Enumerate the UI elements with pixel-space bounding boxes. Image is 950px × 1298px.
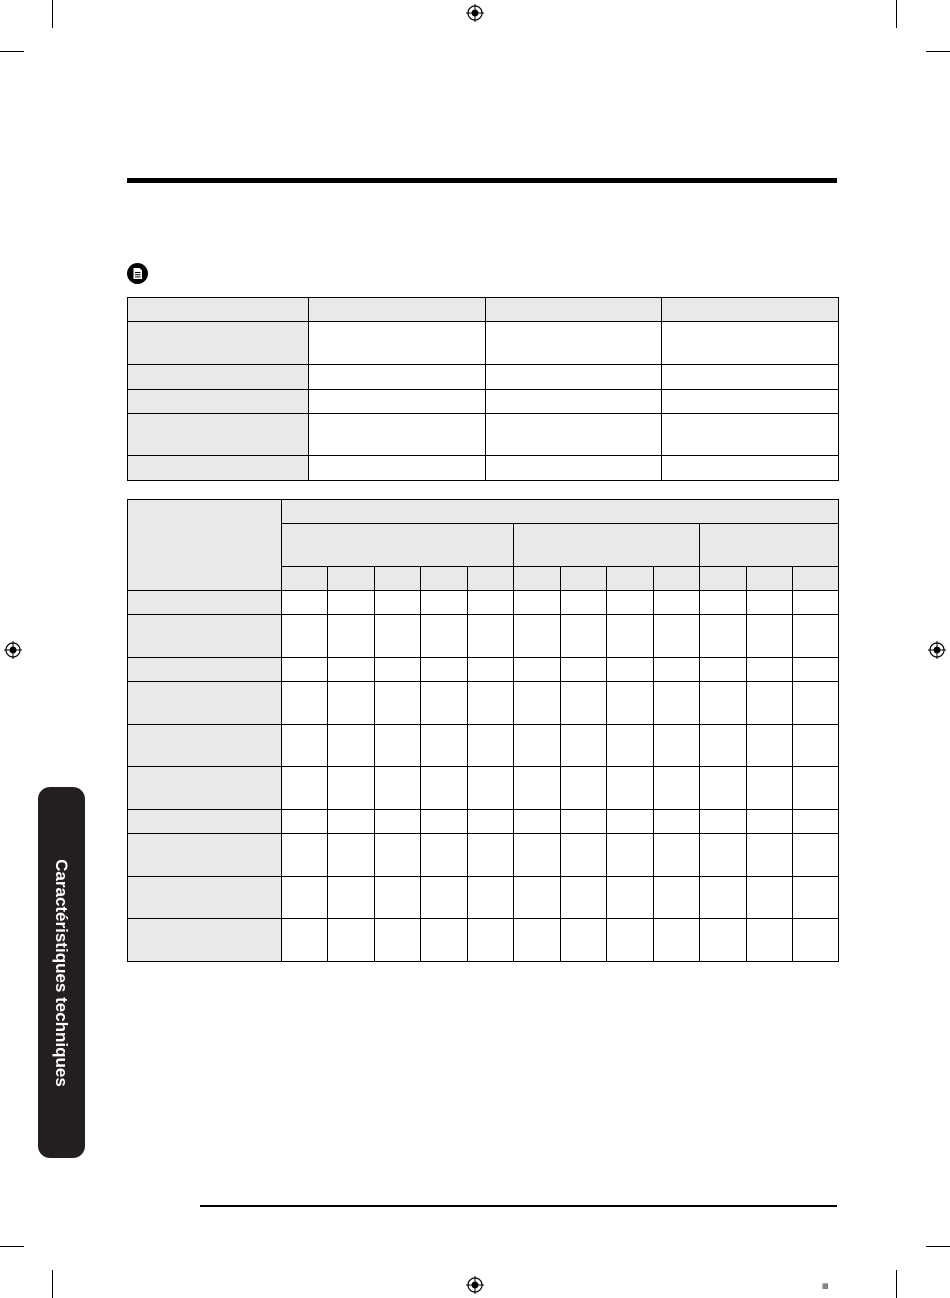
table-cell (662, 456, 839, 481)
table-cell (793, 725, 839, 767)
table-cell (128, 615, 282, 658)
table-cell (128, 682, 282, 725)
table-cell (328, 615, 375, 658)
table-cell (561, 810, 607, 834)
table-cell (561, 591, 607, 615)
table-cell (561, 919, 607, 962)
table-cell (421, 834, 468, 877)
table-cell (514, 810, 561, 834)
table-cell (793, 682, 839, 725)
registration-mark-icon (928, 641, 946, 659)
table-cell (607, 615, 654, 658)
crop-mark-top-left-h (0, 51, 24, 52)
table-cell (468, 725, 514, 767)
section-heading-rule (127, 178, 837, 183)
table-cell (514, 767, 561, 810)
table-cell (514, 725, 561, 767)
table-cell (468, 658, 514, 682)
table-cell (793, 591, 839, 615)
table-cell (700, 658, 747, 682)
table-cell (654, 682, 700, 725)
table-cell (375, 682, 421, 725)
table-cell (747, 919, 793, 962)
table-cell (514, 919, 561, 962)
table-cell (607, 725, 654, 767)
table-cell (282, 834, 328, 877)
table-cell (793, 767, 839, 810)
table-cell (468, 615, 514, 658)
table-cell (128, 365, 309, 390)
table-cell (654, 615, 700, 658)
table-cell (486, 414, 662, 456)
table-header-cell (700, 567, 747, 591)
table-cell (607, 919, 654, 962)
table-cell (421, 658, 468, 682)
table-cell (662, 414, 839, 456)
table-cell (468, 919, 514, 962)
table-cell (309, 414, 486, 456)
table-cell (328, 810, 375, 834)
table-cell (282, 725, 328, 767)
table-cell (421, 725, 468, 767)
table-cell (561, 682, 607, 725)
table-cell (375, 877, 421, 919)
table-header-cell (561, 567, 607, 591)
table-row (128, 877, 839, 919)
table-header-cell (282, 500, 839, 524)
table-cell (486, 298, 662, 322)
table-row (128, 725, 839, 767)
table-cell (328, 767, 375, 810)
table-header-cell (282, 524, 514, 567)
table-cell (468, 834, 514, 877)
table-cell (421, 615, 468, 658)
table-cell (309, 322, 486, 365)
table-cell (654, 658, 700, 682)
spec-table-2 (127, 499, 839, 962)
table-cell (486, 390, 662, 414)
table-header-cell (468, 567, 514, 591)
registration-mark-icon (4, 641, 22, 659)
table-cell (328, 919, 375, 962)
table-cell (700, 877, 747, 919)
table-cell (514, 877, 561, 919)
table-cell (793, 877, 839, 919)
table-cell (561, 834, 607, 877)
table-row (128, 919, 839, 962)
table-cell (282, 615, 328, 658)
table-row (128, 456, 839, 481)
table-cell (375, 810, 421, 834)
table-cell (282, 682, 328, 725)
table-cell (700, 725, 747, 767)
crop-mark-bottom-left-v (52, 1270, 53, 1298)
table-cell (328, 725, 375, 767)
table-cell (747, 615, 793, 658)
table-cell (282, 810, 328, 834)
table-cell (654, 591, 700, 615)
table-row (128, 767, 839, 810)
crop-mark-top-left-v (52, 0, 53, 28)
table-cell (128, 725, 282, 767)
table-header-cell (514, 567, 561, 591)
table-cell (128, 810, 282, 834)
table-cell (654, 877, 700, 919)
crop-mark-top-right-v (896, 0, 897, 28)
table-row (128, 390, 839, 414)
table-cell (607, 682, 654, 725)
table-cell (514, 591, 561, 615)
table-cell (607, 810, 654, 834)
table-cell (793, 919, 839, 962)
note-icon (127, 263, 148, 284)
table-cell (654, 919, 700, 962)
table-cell (309, 365, 486, 390)
table-row (128, 682, 839, 725)
table-cell (468, 877, 514, 919)
table-cell (700, 834, 747, 877)
table-cell (282, 877, 328, 919)
table-row (128, 834, 839, 877)
table-cell (309, 456, 486, 481)
table-header-cell (607, 567, 654, 591)
table-cell (662, 298, 839, 322)
table-cell (309, 298, 486, 322)
side-tab-label: Caractéristiques techniques (52, 859, 71, 1087)
table-cell (747, 834, 793, 877)
table-cell (654, 834, 700, 877)
table-row (128, 810, 839, 834)
table-row (128, 322, 839, 365)
table-cell (421, 877, 468, 919)
table-cell (375, 615, 421, 658)
table-cell (607, 658, 654, 682)
table-cell (328, 877, 375, 919)
table-cell (468, 682, 514, 725)
table-cell (375, 767, 421, 810)
table-cell (654, 767, 700, 810)
table-cell (328, 834, 375, 877)
table-cell (468, 810, 514, 834)
table-cell (700, 919, 747, 962)
table-cell (282, 919, 328, 962)
table-cell (654, 810, 700, 834)
table-header-cell (747, 567, 793, 591)
table-cell (747, 810, 793, 834)
table-cell (793, 658, 839, 682)
table-cell (375, 591, 421, 615)
table-row (128, 658, 839, 682)
crop-mark-bottom-right-h (926, 1246, 950, 1247)
table-cell (468, 591, 514, 615)
registration-mark-icon (466, 1276, 484, 1294)
table-cell (793, 810, 839, 834)
table-cell (375, 658, 421, 682)
table-cell (607, 591, 654, 615)
footer-rule (200, 1205, 837, 1207)
table-cell (747, 591, 793, 615)
table-row (128, 365, 839, 390)
table-cell (561, 877, 607, 919)
page-marker: ▩ (822, 1282, 829, 1290)
table-cell (654, 725, 700, 767)
crop-mark-bottom-left-h (0, 1246, 24, 1247)
table-header-cell (793, 567, 839, 591)
table-cell (561, 658, 607, 682)
table-cell (486, 322, 662, 365)
table-header-row (128, 500, 839, 524)
registration-mark-icon (466, 4, 484, 22)
table-header-cell (375, 567, 421, 591)
table-row (128, 414, 839, 456)
table-cell (747, 877, 793, 919)
table-cell (662, 365, 839, 390)
table-cell (747, 658, 793, 682)
table-cell (421, 682, 468, 725)
table-cell (328, 682, 375, 725)
table-cell (328, 591, 375, 615)
table-cell (128, 591, 282, 615)
table-cell (128, 767, 282, 810)
table-cell (421, 767, 468, 810)
table-cell (561, 725, 607, 767)
table-cell (700, 615, 747, 658)
table-cell (514, 834, 561, 877)
table-cell (375, 919, 421, 962)
table-row (128, 591, 839, 615)
table-cell (128, 834, 282, 877)
table-cell (128, 298, 309, 322)
table-cell (607, 877, 654, 919)
crop-mark-top-right-h (926, 51, 950, 52)
table-cell (421, 591, 468, 615)
table-cell (128, 390, 309, 414)
table-header-cell (421, 567, 468, 591)
table-cell (421, 919, 468, 962)
table-cell (514, 658, 561, 682)
table-row (128, 615, 839, 658)
table-cell (700, 591, 747, 615)
table-cell (309, 390, 486, 414)
table-cell (561, 767, 607, 810)
table-cell (793, 615, 839, 658)
table-cell (128, 877, 282, 919)
table-cell (328, 658, 375, 682)
table-cell (747, 725, 793, 767)
spec-table-1 (127, 297, 839, 481)
table-cell (747, 767, 793, 810)
table-cell (128, 658, 282, 682)
table-header-cell (654, 567, 700, 591)
table-cell (128, 456, 309, 481)
table-cell (282, 591, 328, 615)
table-header-cell (282, 567, 328, 591)
table-row (128, 298, 839, 322)
table-cell (128, 322, 309, 365)
table-header-cell (328, 567, 375, 591)
table-cell (375, 725, 421, 767)
table-header-cell (700, 524, 839, 567)
table-cell (561, 615, 607, 658)
table-cell (607, 767, 654, 810)
table-cell (486, 365, 662, 390)
table-cell (747, 682, 793, 725)
table-cell (607, 834, 654, 877)
table-cell (662, 390, 839, 414)
table-cell (700, 810, 747, 834)
table-cell (700, 682, 747, 725)
table-cell (128, 919, 282, 962)
table-cell (421, 810, 468, 834)
table-header-cell (128, 500, 282, 591)
table-cell (662, 322, 839, 365)
table-cell (468, 767, 514, 810)
crop-mark-bottom-right-v (896, 1270, 897, 1298)
table-cell (793, 834, 839, 877)
spec-table-2-body (128, 591, 839, 962)
table-cell (282, 767, 328, 810)
table-cell (514, 682, 561, 725)
table-cell (486, 456, 662, 481)
table-cell (514, 615, 561, 658)
table-cell (375, 834, 421, 877)
table-cell (700, 767, 747, 810)
table-cell (282, 658, 328, 682)
table-cell (128, 414, 309, 456)
table-header-cell (514, 524, 700, 567)
